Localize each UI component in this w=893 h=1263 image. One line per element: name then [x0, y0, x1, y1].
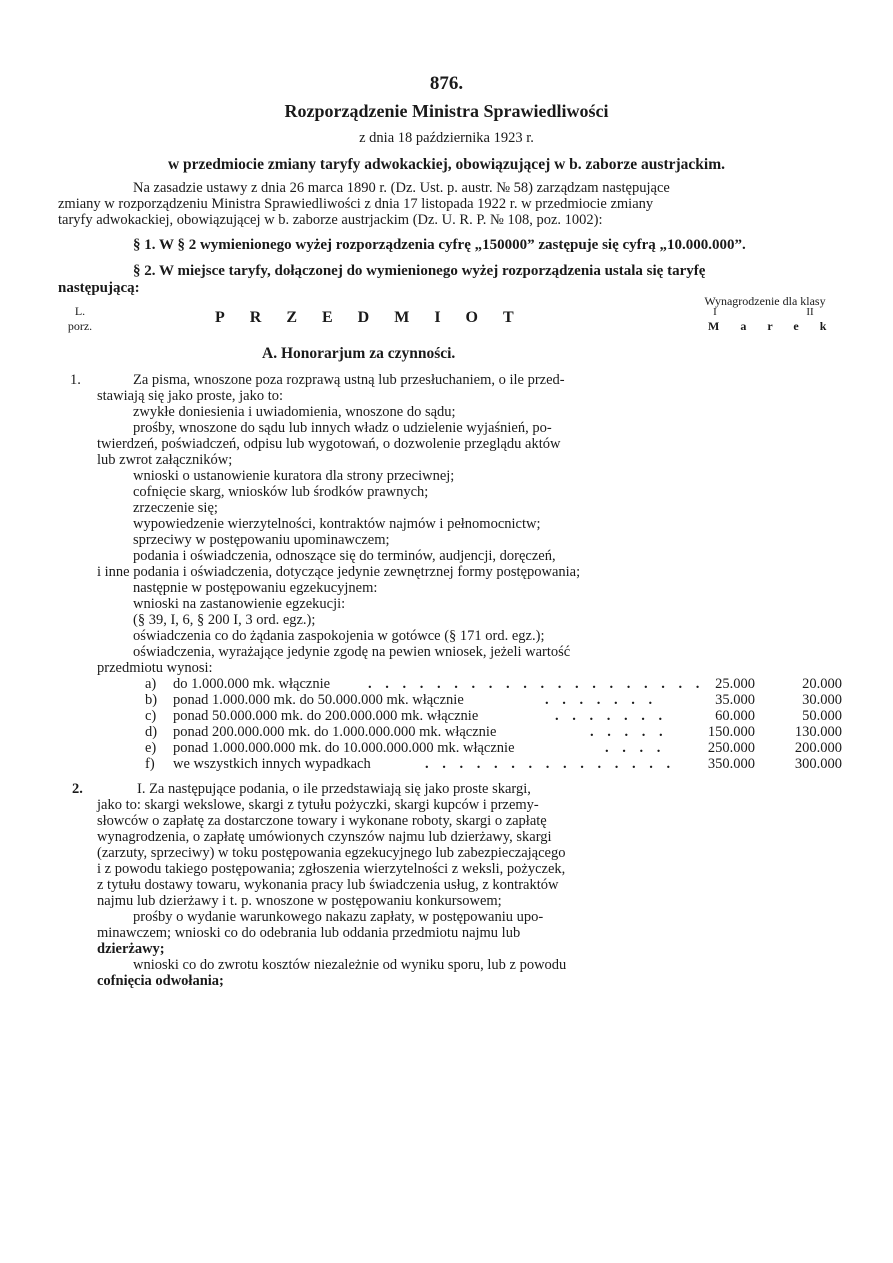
intro-line: taryfy adwokackiej, obowiązującej w b. zaborze austrjackim (Dz. U. R. P. № 108, poz. 1002):	[58, 212, 603, 228]
item-1-number: 1.	[70, 372, 81, 388]
item-1-line: lub zwrot załączników;	[97, 452, 233, 468]
value-class-2: 200.000	[794, 740, 842, 756]
paragraph-2: § 2. W miejsce taryfy, dołączonej do wymienionego wyżej rozporządzenia ustala się taryfę	[133, 263, 706, 279]
section-a-heading: A. Honorarjum za czynności.	[262, 345, 456, 362]
dot-leader: . . . .	[605, 740, 666, 756]
value-class-1: 25.000	[715, 676, 755, 692]
item-2-line: cofnięcia odwołania;	[97, 973, 224, 989]
subitem-letter: d)	[145, 724, 158, 740]
item-2-line: (zarzuty, sprzeciwy) w toku postępowania egzekucyjnego lub zabezpieczającego	[97, 845, 566, 861]
item-2-line: i z powodu takiego postępowania; zgłoszenia wierzytelności z weksli, pożyczek,	[97, 861, 566, 877]
value-class-1: 35.000	[715, 692, 755, 708]
document-subject: w przedmiocie zmiany taryfy adwokackiej, obowiązującej w b. zaborze austrjackim.	[167, 156, 726, 173]
dot-leader: . . . . . . . . . . . . . . .	[425, 756, 676, 772]
item-1-line: zrzeczenie się;	[133, 500, 218, 516]
subitem-text: we wszystkich innych wypadkach	[173, 756, 371, 772]
item-2-line: dzierżawy;	[97, 941, 165, 957]
item-1-line: (§ 39, I, 6, § 200 I, 3 ord. egz.);	[133, 612, 316, 628]
item-1-line: wypowiedzenie wierzytelności, kontraktów najmów i pełnomocnictw;	[133, 516, 541, 532]
column-lp-label: L.	[74, 304, 86, 318]
subitem-text: ponad 1.000.000.000 mk. do 10.000.000.000 mk. włącznie	[173, 740, 515, 756]
column-lp-label-2: porz.	[67, 319, 93, 333]
subitem-letter: b)	[145, 692, 158, 708]
value-class-2: 30.000	[802, 692, 842, 708]
item-2-line: wnioski co do zwrotu kosztów niezależnie od wyniku sporu, lub z powodu	[133, 957, 567, 973]
item-1-line: twierdzeń, poświadczeń, odpisu lub wygotowań, o dozwolenie przeglądu aktów	[97, 436, 561, 452]
document-date: z dnia 18 października 1923 r.	[359, 130, 534, 146]
item-1-line: oświadczenia, wyrażające jedynie zgodę na pewien wniosek, jeżeli wartość	[133, 644, 571, 660]
value-class-1: 350.000	[707, 756, 755, 772]
subitem-text: ponad 1.000.000 mk. do 50.000.000 mk. włącznie	[173, 692, 464, 708]
item-1-line: następnie w postępowaniu egzekucyjnem:	[133, 580, 378, 596]
subitem-letter: e)	[145, 740, 157, 756]
item-2-line: z tytułu dostawy towaru, wykonania pracy lub świadczenia usług, z kontraktów	[97, 877, 559, 893]
item-2-line: jako to: skargi wekslowe, skargi z tytułu pożyczki, skargi kupców i przemy-	[97, 797, 539, 813]
item-1-line: cofnięcie skarg, wniosków lub środków prawnych;	[133, 484, 429, 500]
dot-leader: . . . . .	[590, 724, 668, 740]
column-przedmiot-label: PRZEDMIOT	[215, 309, 539, 326]
subitem-letter: f)	[145, 756, 155, 772]
document-number: 876.	[429, 73, 464, 94]
item-2-line: wynagrodzenia, o zapłatę umówionych czynszów najmu lub dzierżawy, skargi	[97, 829, 552, 845]
intro-line: Na zasadzie ustawy z dnia 26 marca 1890 r. (Dz. Ust. p. austr. № 58) zarządzam następujące	[133, 180, 670, 196]
item-1-line: podania i oświadczenia, odnoszące się do terminów, audjencji, doręczeń,	[133, 548, 556, 564]
value-class-2: 20.000	[802, 676, 842, 692]
value-class-2: 300.000	[794, 756, 842, 772]
value-class-1: 250.000	[707, 740, 755, 756]
intro-line: zmiany w rozporządzeniu Ministra Sprawiedliwości z dnia 17 listopada 1922 r. w przedmiocie zmiany	[58, 196, 654, 212]
subitem-letter: c)	[145, 708, 157, 724]
dot-leader: . . . . . . . . . . . . . . . . . . . .	[368, 676, 705, 692]
column-wynagrodzenie-label: Wynagrodzenie dla klasy	[704, 294, 826, 308]
dot-leader: . . . . . . .	[555, 708, 668, 724]
subitem-text: ponad 50.000.000 mk. do 200.000.000 mk. włącznie	[173, 708, 479, 724]
document-title: Rozporządzenie Ministra Sprawiedliwości	[284, 101, 609, 121]
value-class-1: 150.000	[707, 724, 755, 740]
item-1-line: wnioski na zastanowienie egzekucji:	[133, 596, 346, 612]
value-class-2: 130.000	[794, 724, 842, 740]
item-1-line: oświadczenia co do żądania zaspokojenia w gotówce (§ 171 ord. egz.);	[133, 628, 545, 644]
subitem-text: do 1.000.000 mk. włącznie	[173, 676, 331, 692]
dot-leader: . . . . . . .	[545, 692, 658, 708]
subitem-text: ponad 200.000.000 mk. do 1.000.000.000 mk. włącznie	[173, 724, 497, 740]
item-2-line: najmu lub dzierżawy i t. p. wnoszone w postępowaniu konkursowem;	[97, 893, 502, 909]
item-2-line: minawczem; wnioski co do odebrania lub oddania przedmiotu najmu lub	[97, 925, 521, 941]
item-1-line: zwykłe doniesienia i uwiadomienia, wnoszone do sądu;	[133, 404, 456, 420]
subitem-letter: a)	[145, 676, 157, 692]
item-1-line: wnioski o ustanowienie kuratora dla strony przeciwnej;	[133, 468, 455, 484]
item-1-line: prośby, wnoszone do sądu lub innych władz o udzielenie wyjaśnień, po-	[133, 420, 552, 436]
paragraph-1: § 1. W § 2 wymienionego wyżej rozporządzenia cyfrę „150000” zastępuje się cyfrą „10.000.000”.	[133, 237, 746, 253]
item-2-line: słowców o zapłatę za dostarczone towary i wykonane roboty, skargi o zapłatę	[97, 813, 547, 829]
item-1-line: stawiają się jako proste, jako to:	[97, 388, 284, 404]
paragraph-2-cont: następującą:	[58, 280, 140, 296]
item-1-line: przedmiotu wynosi:	[97, 660, 213, 676]
item-2-line: I. Za następujące podania, o ile przedstawiają się jako proste skargi,	[137, 781, 531, 797]
value-class-2: 50.000	[802, 708, 842, 724]
item-1-line: i inne podania i oświadczenia, dotyczące jedynie zewnętrznej formy postępowania;	[97, 564, 581, 580]
column-marek-label: Marek	[708, 319, 848, 333]
item-2-number: 2.	[72, 781, 83, 797]
value-class-1: 60.000	[715, 708, 755, 724]
column-class-2: II	[806, 306, 814, 318]
column-class-1: I	[713, 306, 717, 318]
item-1-line: sprzeciwy w postępowaniu upominawczem;	[133, 532, 390, 548]
item-1-line: Za pisma, wnoszone poza rozprawą ustną lub przesłuchaniem, o ile przed-	[133, 372, 565, 388]
item-2-line: prośby o wydanie warunkowego nakazu zapłaty, w postępowaniu upo-	[133, 909, 544, 925]
